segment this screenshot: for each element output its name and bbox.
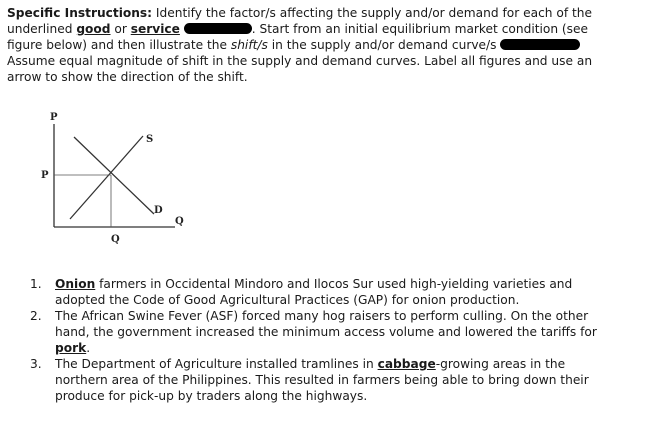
instructions-line-1 (7, 5, 652, 21)
quantity-axis-label-right: Q (175, 216, 184, 227)
list-item-number: 3. (30, 357, 42, 371)
list-item-text: produce for pick-up by traders along the highways. (55, 389, 368, 403)
shifts-term: shift/s (230, 38, 268, 52)
price-axis-label-side: P (41, 170, 49, 181)
underlined-pork: pork (55, 341, 87, 355)
underlined-cabbage: cabbage (377, 357, 436, 371)
supply-label: S (146, 134, 154, 145)
instructions-line-5: arrow to show the direction of the shift. (7, 70, 248, 84)
list-item-text: adopted the Code of Good Agricultural Practices (GAP) for onion production. (55, 293, 520, 307)
underlined-service: service (130, 22, 180, 36)
list-item-text: northern area of the Philippines. This resulted in farmers being able to bring down their (55, 373, 589, 387)
list-item-number: 1. (30, 277, 42, 291)
instructions-heading: Specific Instructions: (7, 6, 153, 20)
instructions-text: or (110, 22, 131, 36)
demand-label: D (154, 205, 163, 216)
list-item-number: 2. (30, 309, 42, 323)
supply-demand-diagram (30, 110, 200, 250)
instructions-text: Identify the factor/s affecting the supply and/or demand for each of the (152, 6, 592, 20)
list-item-text: farmers in Occidental Mindoro and Ilocos Sur used high-yielding varieties and (95, 277, 573, 291)
list-item-text: The African Swine Fever (ASF) forced many hog raisers to perform culling. On the other (55, 309, 589, 323)
instructions-line-4: Assume equal magnitude of shift in the supply and demand curves. Label all figures and use an (7, 54, 593, 68)
supply-curve (70, 136, 143, 219)
instructions-text: figure below) and then illustrate the (7, 38, 231, 52)
redaction-mark (500, 39, 580, 50)
instructions-line-3 (7, 37, 652, 53)
list-item (30, 276, 650, 308)
instructions-text: in the supply and/or demand curve/s (267, 38, 497, 52)
instructions-line-2 (7, 21, 652, 37)
question-list (30, 276, 650, 404)
quantity-axis-label-bottom: Q (111, 234, 120, 245)
instructions-paragraph (7, 5, 652, 85)
redaction-mark (184, 23, 252, 34)
list-item (30, 308, 650, 356)
underlined-good: good (76, 22, 111, 36)
instructions-text: underlined (7, 22, 77, 36)
list-item-text: hand, the government increased the minimum access volume and lowered the tariffs for (55, 325, 597, 339)
list-item (30, 356, 650, 404)
price-axis-label-top: P (50, 112, 58, 123)
list-item-text: -growing areas in the (435, 357, 566, 371)
underlined-onion: Onion (55, 277, 96, 291)
list-item-text: . (86, 341, 91, 355)
demand-curve (74, 137, 154, 214)
list-item-text: The Department of Agriculture installed tramlines in (55, 357, 378, 371)
instructions-text: . Start from an initial equilibrium market condition (see (251, 22, 589, 36)
